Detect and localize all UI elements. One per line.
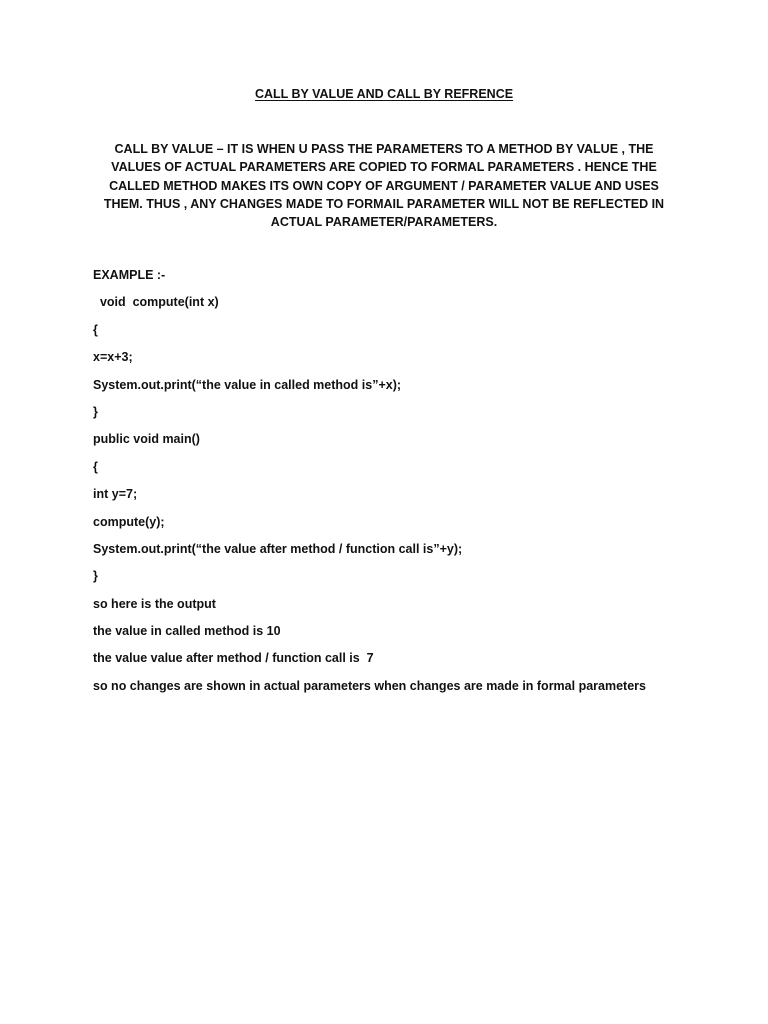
output-text-line: so here is the output bbox=[93, 596, 216, 611]
code-line: void compute(int x) bbox=[93, 295, 219, 310]
code-line: compute(y); bbox=[93, 514, 165, 529]
code-line: { bbox=[93, 322, 98, 337]
code-line: x=x+3; bbox=[93, 350, 133, 365]
code-line: public void main() bbox=[93, 432, 200, 447]
document-title: CALL BY VALUE AND CALL BY REFRENCE bbox=[254, 87, 514, 101]
output-text-line: the value value after method / function call is 7 bbox=[93, 651, 374, 666]
conclusion-text-line: so no changes are shown in actual parameters when changes are made in formal parameters bbox=[93, 678, 646, 693]
code-line: System.out.print(“the value in called method is”+x); bbox=[93, 377, 402, 392]
example-heading: EXAMPLE :- bbox=[93, 268, 166, 282]
output-text-line: the value in called method is 10 bbox=[93, 624, 281, 639]
intro-paragraph: CALL BY VALUE – IT IS WHEN U PASS THE PARAMETERS TO A METHOD BY VALUE , THE VALUES OF ACTUAL PARAMETERS ARE COPIED TO FORMAL PARAMETERS . HENCE THE CALLED METHOD MAKES ITS OWN COPY OF ARGUMENT / PARAMETER VALUE AND USES THEM. THUS , ANY CHANGES MADE TO FORMAIL PARAMETER WILL NOT BE REFLECTED IN ACTUAL PARAMETER/PARAMETERS. bbox=[103, 142, 665, 230]
code-line: } bbox=[93, 404, 98, 419]
code-line: { bbox=[93, 459, 98, 474]
code-line: int y=7; bbox=[93, 487, 138, 502]
example-code-block bbox=[93, 266, 733, 704]
code-line: System.out.print(“the value after method / function call is”+y); bbox=[93, 541, 463, 556]
code-line: } bbox=[93, 569, 98, 584]
